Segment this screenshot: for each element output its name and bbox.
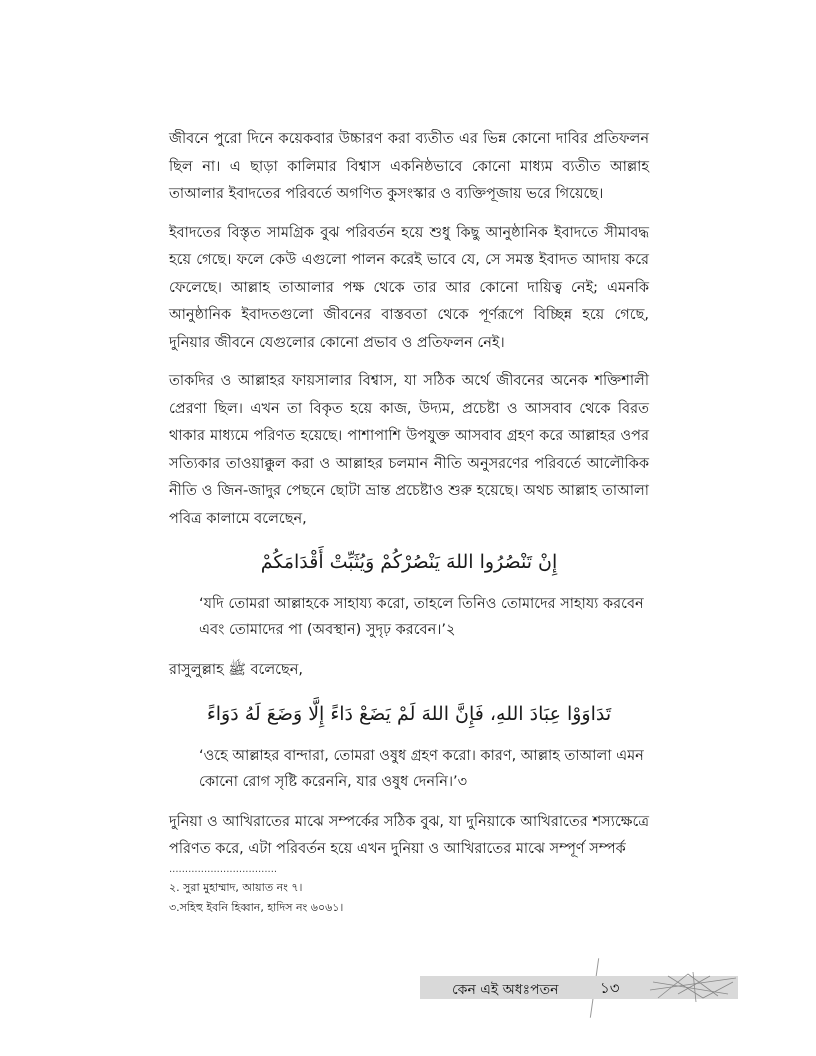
scribble-decoration-icon bbox=[648, 968, 740, 1008]
main-text bbox=[169, 126, 649, 875]
closing-paragraph: দুনিয়া ও আখিরাতের মাঝে সম্পর্কের সঠিক বুঝ, যা দুনিয়াকে আখিরাতের শস্যক্ষেত্রে পরিণত করে, এটা পরিবর্তন হয়ে এখন দুনিয়া ও আখিরাতের মাঝে সম্পূর্ণ সম্পর্ক bbox=[169, 813, 649, 857]
paragraph: ইবাদতের বিস্তৃত সামগ্রিক বুঝ পরিবর্তন হয়ে শুধু কিছু আনুষ্ঠানিক ইবাদতে সীমাবদ্ধ হয়ে গেছে। ফলে কেউ এগুলো পালন করেই ভাবে যে, সে সমস্ত ইবাদত আদায় করে ফেলেছে। আল্লাহ তাআলার পক্ষ থেকে তার আর কোনো দায়িত্ব নেই; এমনকি আনুষ্ঠানিক ইবাদতগুলো জীবনের বাস্তবতা থেকে পূর্ণরূপে বিচ্ছিন্ন হয়ে গেছে, দুনিয়ার জীবনে যেগুলোর কোনো প্রভাব ও প্রতিফলন নেই। bbox=[169, 224, 649, 351]
paragraph: তাকদির ও আল্লাহর ফায়সালার বিশ্বাস, যা সঠিক অর্থে জীবনের অনেক শক্তিশালী প্রেরণা ছিল। এখন তা বিকৃত হয়ে কাজ, উদ্যম, প্রচেষ্টা ও আসবাব থেকে বিরত থাকার মাধ্যমে পরিণত হয়েছে। পাশাপাশি উপযুক্ত আসবাব গ্রহণ করে আল্লাহর ওপর সত্যিকার তাওয়াক্কুল করা ও আল্লাহর চলমান নীতি অনুসরণের পরিবর্তে আলৌকিক নীতি ও জিন-জাদুর পেছনে ছোটা ভ্রান্ত প্রচেষ্টাও শুরু হয়েছে। অথচ আল্লাহ তাআলা পবিত্র কালামে বলেছেন, bbox=[169, 373, 649, 527]
paragraph: জীবনে পুরো দিনে কয়েকবার উচ্চারণ করা ব্যতীত এর ভিন্ন কোনো দাবির প্রতিফলন ছিল না। এ ছাড়া কালিমার বিশ্বাস একনিষ্ঠভাবে কোনো মাধ্যম ব্যতীত আল্লাহ তাআলার ইবাদতের পরিবর্তে অগণিত কুসংস্কার ও ব্যক্তিপূজায় ভরে গিয়েছে। bbox=[169, 131, 649, 202]
arabic-verse: إِنْ تَنْصُرُوا اللهَ يَنْصُرْكُمْ وَيُثَبِّتْ أَقْدَامَكُمْ bbox=[260, 551, 558, 573]
verse-translation: ‘যদি তোমরা আল্লাহকে সাহায্য করো, তাহলে তিনিও তোমাদের সাহায্য করবেন এবং তোমাদের পা (অবস্থান) সুদৃঢ় করবেন।’২ bbox=[199, 596, 644, 638]
hadith-translation: ‘ওহে আল্লাহর বান্দারা, তোমরা ওষুধ গ্রহণ করো। কারণ, আল্লাহ তাআলা এমন কোনো রোগ সৃষ্টি করেননি, যার ওষুধ দেননি।’৩ bbox=[199, 747, 644, 790]
page-number: ১৩ bbox=[600, 979, 620, 997]
running-title: কেন এই অধঃপতন bbox=[452, 982, 559, 998]
footnote: ২. সুরা মুহাম্মাদ, আয়াত নং ৭। bbox=[169, 881, 303, 894]
footnote-separator: .................................. bbox=[169, 864, 278, 875]
arabic-hadith: تَدَاوَوْا عِبَادَ اللهِ، فَإِنَّ اللهَ لَمْ يَضَعْ دَاءً إِلَّا وَضَعَ لَهُ دَوَاءً bbox=[206, 702, 612, 725]
footnote: ৩.সহিহু ইবনি হিব্বান, হাদিস নং ৬০৬১। bbox=[169, 901, 344, 914]
hadith-intro: রাসুলুল্লাহ ﷺ বলেছেন, bbox=[169, 662, 304, 678]
